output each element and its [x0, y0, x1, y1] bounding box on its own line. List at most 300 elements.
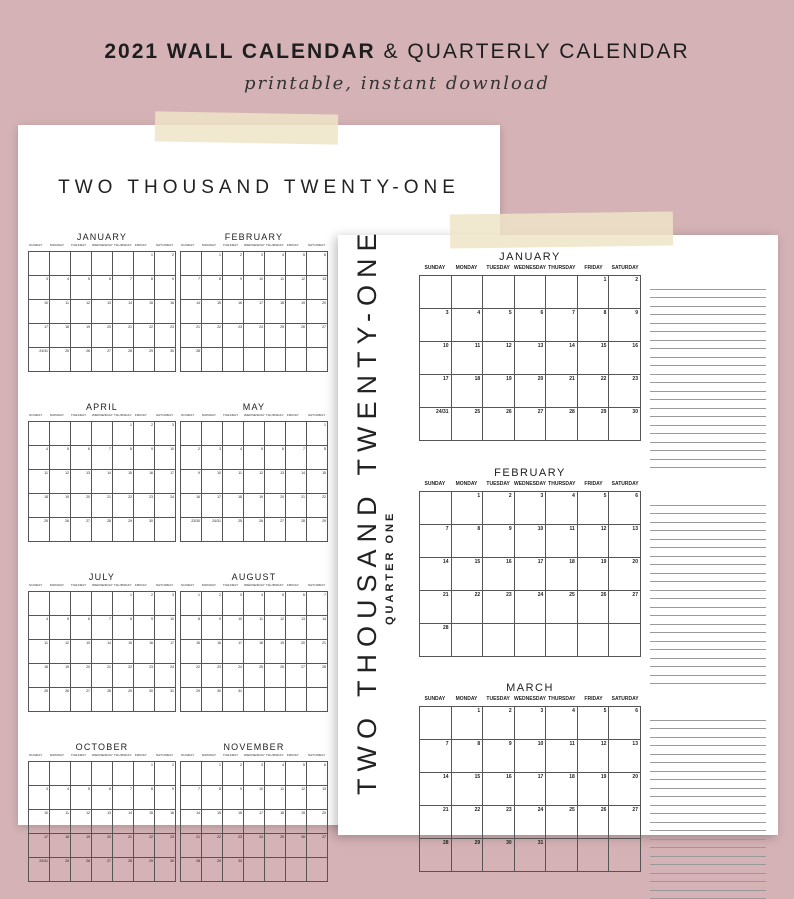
- day-cell: 23: [483, 591, 515, 624]
- note-line: [650, 814, 766, 823]
- day-cell: 11: [452, 342, 484, 375]
- day-cell: 29: [134, 858, 155, 882]
- day-cell: [244, 688, 265, 712]
- note-line: [650, 349, 766, 358]
- weekday-label: THURSDAY: [546, 265, 578, 275]
- weekday-label: FRIDAY: [578, 481, 610, 491]
- day-cell: 25: [50, 348, 71, 372]
- note-line: [650, 426, 766, 435]
- day-cell: 26: [578, 591, 610, 624]
- day-cell: 13: [71, 640, 92, 664]
- day-cell: 13: [265, 470, 286, 494]
- day-cell: 26: [50, 688, 71, 712]
- day-cell: 1: [181, 592, 202, 616]
- month-name: JANUARY: [419, 251, 641, 265]
- day-cell: 23: [155, 324, 176, 348]
- note-line: [650, 865, 766, 874]
- note-line: [650, 599, 766, 608]
- day-cell: 27: [92, 348, 113, 372]
- day-cell: [286, 422, 307, 446]
- day-cell: 7: [420, 525, 452, 558]
- day-cell: 28: [181, 858, 202, 882]
- day-cell: 10: [515, 525, 547, 558]
- day-cell: 21: [92, 664, 113, 688]
- day-cell: 4: [29, 616, 50, 640]
- day-cell: 24/31: [202, 518, 223, 542]
- day-cell: 7: [113, 786, 134, 810]
- wall-august: [180, 572, 328, 712]
- day-cell: 7: [92, 446, 113, 470]
- day-cell: 23: [483, 806, 515, 839]
- day-cell: 19: [286, 300, 307, 324]
- day-cell: [546, 839, 578, 872]
- day-cell: 28: [181, 348, 202, 372]
- day-cell: 5: [265, 592, 286, 616]
- day-cell: 4: [50, 276, 71, 300]
- day-cell: 15: [452, 558, 484, 591]
- day-cell: 12: [578, 525, 610, 558]
- weekday-label: TUESDAY: [482, 481, 514, 491]
- day-cell: 30: [134, 688, 155, 712]
- note-line: [650, 375, 766, 384]
- wall-calendar-title: TWO THOUSAND TWENTY-ONE: [18, 177, 500, 199]
- weekday-label: FRIDAY: [134, 243, 155, 251]
- day-cell: 3: [244, 762, 265, 786]
- day-cell: 13: [92, 300, 113, 324]
- note-line: [650, 417, 766, 426]
- note-line: [650, 650, 766, 659]
- day-cell: 27: [286, 664, 307, 688]
- day-cell: [50, 762, 71, 786]
- day-cell: 23: [155, 834, 176, 858]
- weekday-label: TUESDAY: [222, 583, 243, 591]
- day-cell: 29: [452, 839, 484, 872]
- note-line: [650, 540, 766, 549]
- day-cell: 3: [515, 492, 547, 525]
- day-cell: 13: [307, 786, 328, 810]
- day-cell: 17: [420, 375, 452, 408]
- day-cell: 4: [546, 707, 578, 740]
- day-cell: 30: [483, 839, 515, 872]
- day-cell: 23: [134, 664, 155, 688]
- day-cell: 11: [223, 470, 244, 494]
- day-cell: 8: [452, 740, 484, 773]
- day-cell: 10: [155, 616, 176, 640]
- day-cell: 19: [286, 810, 307, 834]
- weekday-label: FRIDAY: [578, 696, 610, 706]
- note-line: [650, 341, 766, 350]
- day-cell: 11: [546, 740, 578, 773]
- note-line: [650, 738, 766, 747]
- weekday-label: MONDAY: [201, 243, 222, 251]
- day-cell: 11: [546, 525, 578, 558]
- note-line: [650, 746, 766, 755]
- day-cell: 3: [223, 592, 244, 616]
- month-name: AUGUST: [180, 572, 328, 583]
- day-cell: 15: [202, 300, 223, 324]
- weekday-label: MONDAY: [201, 413, 222, 421]
- day-cell: 13: [92, 810, 113, 834]
- day-cell: 10: [223, 616, 244, 640]
- day-cell: 30: [609, 408, 641, 441]
- day-cell: 22: [452, 806, 484, 839]
- day-cell: 22: [181, 664, 202, 688]
- day-cell: 8: [202, 786, 223, 810]
- note-line: [650, 460, 766, 469]
- day-cell: 20: [609, 558, 641, 591]
- day-cell: 8: [134, 276, 155, 300]
- day-cell: [420, 707, 452, 740]
- day-cell: 13: [609, 740, 641, 773]
- day-cell: 21: [286, 494, 307, 518]
- day-cell: 17: [155, 640, 176, 664]
- day-cell: 25: [546, 806, 578, 839]
- day-cell: 24/31: [29, 858, 50, 882]
- day-cell: 30: [134, 518, 155, 542]
- weekday-label: TUESDAY: [70, 243, 91, 251]
- day-cell: 10: [244, 786, 265, 810]
- note-line: [650, 443, 766, 452]
- day-cell: 27: [92, 858, 113, 882]
- quarterly-vertical-title: TWO THOUSAND TWENTY-ONE: [352, 226, 383, 795]
- day-cell: 17: [202, 494, 223, 518]
- day-cell: 2: [609, 276, 641, 309]
- day-cell: 26: [244, 518, 265, 542]
- day-cell: 1: [452, 707, 484, 740]
- quarter-label: QUARTER ONE: [384, 511, 396, 625]
- day-cell: [546, 624, 578, 657]
- day-cell: 11: [50, 810, 71, 834]
- day-cell: 19: [50, 494, 71, 518]
- note-line: [650, 383, 766, 392]
- notes-lines: [650, 497, 766, 684]
- day-cell: [113, 762, 134, 786]
- quarter-march: [419, 682, 641, 872]
- day-cell: 8: [113, 616, 134, 640]
- day-cell: 4: [452, 309, 484, 342]
- weekday-label: SUNDAY: [28, 243, 49, 251]
- day-cell: 12: [50, 470, 71, 494]
- day-cell: 16: [134, 640, 155, 664]
- day-cell: 6: [286, 592, 307, 616]
- weekday-label: THURSDAY: [113, 753, 134, 761]
- weekday-label: TUESDAY: [482, 696, 514, 706]
- weekday-label: TUESDAY: [70, 753, 91, 761]
- day-cell: 21: [92, 494, 113, 518]
- day-cell: 25: [546, 591, 578, 624]
- day-cell: 6: [515, 309, 547, 342]
- note-line: [650, 591, 766, 600]
- day-cell: 14: [420, 773, 452, 806]
- day-cell: 9: [483, 525, 515, 558]
- day-cell: 4: [50, 786, 71, 810]
- day-cell: 6: [265, 446, 286, 470]
- note-line: [650, 857, 766, 866]
- note-line: [650, 582, 766, 591]
- weekday-label: SATURDAY: [609, 265, 641, 275]
- day-cell: 9: [155, 276, 176, 300]
- day-cell: 17: [223, 640, 244, 664]
- day-cell: [223, 348, 244, 372]
- day-cell: 15: [134, 300, 155, 324]
- quarterly-calendar-sheet: [338, 235, 778, 835]
- day-cell: 3: [29, 786, 50, 810]
- month-name: JANUARY: [28, 232, 176, 243]
- weekday-label: SUNDAY: [180, 753, 201, 761]
- day-cell: 9: [609, 309, 641, 342]
- day-cell: 14: [113, 300, 134, 324]
- weekday-label: FRIDAY: [286, 753, 307, 761]
- note-line: [650, 806, 766, 815]
- weekday-label: THURSDAY: [265, 753, 286, 761]
- day-cell: 14: [181, 810, 202, 834]
- weekday-label: THURSDAY: [113, 413, 134, 421]
- month-name: FEBRUARY: [419, 467, 641, 481]
- day-cell: 16: [134, 470, 155, 494]
- day-cell: 4: [265, 762, 286, 786]
- note-line: [650, 358, 766, 367]
- day-cell: 6: [609, 707, 641, 740]
- day-cell: 22: [134, 324, 155, 348]
- day-cell: 28: [113, 348, 134, 372]
- day-cell: 29: [134, 348, 155, 372]
- day-cell: 18: [50, 324, 71, 348]
- day-cell: 16: [483, 773, 515, 806]
- day-cell: [29, 422, 50, 446]
- weekday-label: SATURDAY: [609, 696, 641, 706]
- day-cell: 10: [202, 470, 223, 494]
- day-cell: 5: [286, 252, 307, 276]
- weekday-label: WEDNESDAY: [514, 696, 546, 706]
- day-cell: 26: [483, 408, 515, 441]
- day-cell: 7: [307, 592, 328, 616]
- day-cell: 14: [307, 616, 328, 640]
- note-line: [650, 676, 766, 685]
- day-cell: 16: [609, 342, 641, 375]
- day-cell: 18: [29, 664, 50, 688]
- day-cell: 24: [155, 494, 176, 518]
- day-cell: [223, 422, 244, 446]
- day-cell: 4: [223, 446, 244, 470]
- day-cell: 6: [71, 616, 92, 640]
- day-cell: 10: [515, 740, 547, 773]
- day-cell: 18: [452, 375, 484, 408]
- day-cell: 15: [578, 342, 610, 375]
- notes-lines: [650, 281, 766, 468]
- day-cell: 10: [29, 810, 50, 834]
- day-cell: 5: [483, 309, 515, 342]
- day-cell: 20: [286, 640, 307, 664]
- day-cell: [483, 276, 515, 309]
- day-cell: 28: [92, 518, 113, 542]
- day-cell: 25: [265, 324, 286, 348]
- note-line: [650, 659, 766, 668]
- day-cell: 2: [483, 707, 515, 740]
- weekday-label: WEDNESDAY: [514, 265, 546, 275]
- day-cell: 19: [578, 773, 610, 806]
- note-line: [650, 324, 766, 333]
- day-cell: 9: [223, 786, 244, 810]
- weekday-label: THURSDAY: [546, 481, 578, 491]
- day-cell: 3: [244, 252, 265, 276]
- weekday-label: MONDAY: [49, 583, 70, 591]
- day-cell: 12: [71, 300, 92, 324]
- day-cell: 1: [202, 252, 223, 276]
- day-cell: 25: [265, 834, 286, 858]
- day-cell: 26: [578, 806, 610, 839]
- day-cell: 10: [420, 342, 452, 375]
- day-cell: [181, 252, 202, 276]
- day-cell: 13: [609, 525, 641, 558]
- day-cell: 18: [546, 558, 578, 591]
- day-cell: 19: [71, 834, 92, 858]
- day-cell: [92, 592, 113, 616]
- day-cell: 11: [29, 640, 50, 664]
- day-cell: 5: [71, 276, 92, 300]
- day-cell: 9: [155, 786, 176, 810]
- day-cell: 18: [265, 300, 286, 324]
- day-cell: 22: [113, 664, 134, 688]
- weekday-label: THURSDAY: [265, 243, 286, 251]
- note-line: [650, 409, 766, 418]
- note-line: [650, 366, 766, 375]
- day-cell: 14: [92, 640, 113, 664]
- weekday-label: MONDAY: [201, 583, 222, 591]
- day-cell: 22: [578, 375, 610, 408]
- weekday-label: SUNDAY: [28, 413, 49, 421]
- weekday-label: MONDAY: [201, 753, 222, 761]
- day-cell: [113, 252, 134, 276]
- day-cell: [452, 624, 484, 657]
- day-cell: 20: [609, 773, 641, 806]
- day-cell: 12: [483, 342, 515, 375]
- weekday-label: SATURDAY: [307, 753, 328, 761]
- day-cell: 6: [307, 762, 328, 786]
- wall-february: [180, 232, 328, 372]
- weekday-label: SATURDAY: [155, 243, 176, 251]
- weekday-label: SUNDAY: [419, 265, 451, 275]
- day-cell: 7: [181, 786, 202, 810]
- month-name: NOVEMBER: [180, 742, 328, 753]
- day-cell: 22: [202, 324, 223, 348]
- day-cell: 17: [244, 810, 265, 834]
- day-cell: 27: [307, 324, 328, 348]
- day-cell: 9: [223, 276, 244, 300]
- day-cell: 10: [29, 300, 50, 324]
- listing-title: [0, 40, 794, 64]
- weekday-label: WEDNESDAY: [91, 753, 113, 761]
- day-cell: 6: [307, 252, 328, 276]
- quarter-february: [419, 467, 641, 657]
- note-line: [650, 729, 766, 738]
- weekday-label: MONDAY: [49, 243, 70, 251]
- weekday-label: WEDNESDAY: [91, 583, 113, 591]
- note-line: [650, 891, 766, 899]
- day-cell: [307, 348, 328, 372]
- day-cell: 8: [307, 446, 328, 470]
- weekday-label: SATURDAY: [155, 413, 176, 421]
- day-cell: 4: [29, 446, 50, 470]
- washi-tape: [450, 211, 673, 248]
- month-name: FEBRUARY: [180, 232, 328, 243]
- day-cell: 25: [452, 408, 484, 441]
- day-cell: 18: [546, 773, 578, 806]
- weekday-label: FRIDAY: [286, 243, 307, 251]
- note-line: [650, 882, 766, 891]
- day-cell: 5: [50, 446, 71, 470]
- note-line: [650, 721, 766, 730]
- day-cell: 11: [29, 470, 50, 494]
- day-cell: 11: [50, 300, 71, 324]
- month-name: MARCH: [419, 682, 641, 696]
- day-cell: [181, 762, 202, 786]
- weekday-label: THURSDAY: [546, 696, 578, 706]
- note-line: [650, 608, 766, 617]
- day-cell: 15: [134, 810, 155, 834]
- day-cell: 2: [134, 422, 155, 446]
- weekday-label: SATURDAY: [609, 481, 641, 491]
- day-cell: 18: [50, 834, 71, 858]
- day-cell: 23: [223, 324, 244, 348]
- day-cell: [92, 252, 113, 276]
- day-cell: 11: [265, 786, 286, 810]
- day-cell: 1: [202, 762, 223, 786]
- weekday-label: SUNDAY: [419, 481, 451, 491]
- day-cell: 12: [71, 810, 92, 834]
- day-cell: 13: [515, 342, 547, 375]
- day-cell: 4: [265, 252, 286, 276]
- note-line: [650, 307, 766, 316]
- weekday-label: MONDAY: [451, 265, 483, 275]
- note-line: [650, 840, 766, 849]
- day-cell: 31: [223, 688, 244, 712]
- day-cell: 19: [578, 558, 610, 591]
- weekday-label: SATURDAY: [155, 753, 176, 761]
- day-cell: 29: [307, 518, 328, 542]
- title-bold: 2021 WALL CALENDAR: [104, 40, 375, 63]
- day-cell: 23: [202, 664, 223, 688]
- day-cell: 2: [134, 592, 155, 616]
- note-line: [650, 565, 766, 574]
- day-cell: [155, 518, 176, 542]
- weekday-label: SUNDAY: [180, 583, 201, 591]
- day-cell: [92, 422, 113, 446]
- day-cell: [515, 624, 547, 657]
- day-cell: 1: [113, 422, 134, 446]
- day-cell: 13: [307, 276, 328, 300]
- day-cell: 28: [286, 518, 307, 542]
- day-cell: 31: [155, 688, 176, 712]
- day-cell: 17: [155, 470, 176, 494]
- note-line: [650, 506, 766, 515]
- day-cell: 17: [515, 773, 547, 806]
- day-cell: 5: [71, 786, 92, 810]
- day-cell: 15: [181, 640, 202, 664]
- day-cell: 3: [202, 446, 223, 470]
- day-cell: [452, 276, 484, 309]
- day-cell: [29, 762, 50, 786]
- day-cell: 15: [113, 470, 134, 494]
- day-cell: 28: [113, 858, 134, 882]
- day-cell: 21: [307, 640, 328, 664]
- day-cell: [50, 592, 71, 616]
- weekday-label: WEDNESDAY: [243, 753, 265, 761]
- day-cell: 7: [92, 616, 113, 640]
- day-cell: 2: [181, 446, 202, 470]
- note-line: [650, 332, 766, 341]
- day-cell: [50, 422, 71, 446]
- weekday-label: SATURDAY: [155, 583, 176, 591]
